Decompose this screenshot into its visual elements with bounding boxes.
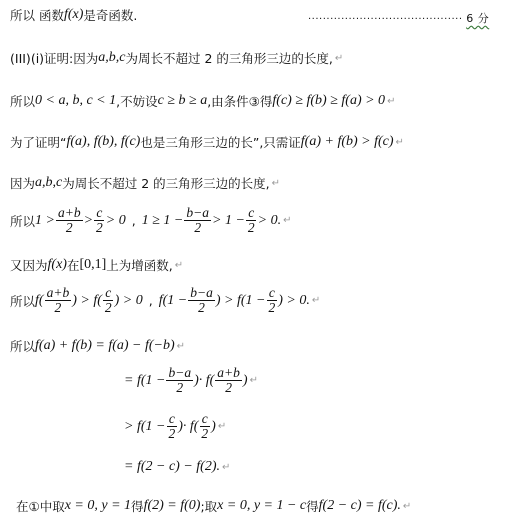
math: f(a), f(b), f(c) [66, 134, 141, 149]
math: ) [211, 418, 216, 434]
math: > f(1 − [124, 418, 166, 434]
text: 又因为 [10, 258, 48, 273]
math: [0,1] [79, 257, 107, 272]
fraction: $\frac{c}{2}$ [168, 411, 176, 442]
text: 因为 [10, 176, 36, 191]
math: x = 0, y = 1 [64, 498, 132, 513]
math: c ≥ b ≥ a [157, 93, 208, 108]
math: a,b,c [98, 50, 126, 65]
text: 在 [66, 258, 80, 273]
return-mark-icon: ↵ [271, 177, 280, 189]
text: 在①中取 [16, 499, 65, 514]
math: f(x) [63, 7, 84, 22]
fraction: $\frac{c}{2}$ [247, 205, 255, 236]
fraction: $\frac{c}{2}$ [96, 205, 103, 236]
math: ) > f(1 − [215, 292, 266, 308]
line-4 [10, 133, 404, 151]
math: f(1 − [158, 292, 188, 308]
separator: , [148, 293, 153, 309]
text: 上为增函数, [106, 258, 173, 273]
line-5 [10, 174, 280, 192]
math: ) [242, 372, 248, 388]
text: 得 [131, 499, 144, 514]
math: f(c) ≥ f(b) ≥ f(a) > 0 [272, 93, 386, 108]
text: 是奇函数. [83, 8, 138, 23]
math: f(a) + f(b) > f(c) [300, 134, 394, 149]
text: 所以 [10, 94, 36, 109]
text: 也是三角形三边的长”,只需证 [140, 135, 301, 150]
text: ,不妨设 [116, 94, 158, 109]
math: > 0. [257, 212, 282, 228]
return-mark-icon: ↵ [249, 375, 258, 387]
line-2 [10, 49, 343, 67]
math: ) > 0 [114, 292, 143, 308]
return-mark-icon: ↵ [221, 461, 231, 473]
fraction: $\frac{a+b}{2}$ [57, 205, 81, 236]
line-11 [124, 412, 226, 441]
text: 所以 [10, 339, 36, 354]
math: > 0 [105, 212, 126, 228]
fraction: $\frac{c}{2}$ [104, 285, 112, 316]
text: 所以 [10, 213, 36, 229]
line-3 [10, 92, 395, 110]
line-13 [16, 497, 411, 515]
math: f( [35, 292, 44, 308]
return-mark-icon: ↵ [217, 421, 227, 433]
math: 0 < a, b, c < 1 [35, 93, 117, 108]
text: 所以 函数 [10, 8, 64, 23]
fraction: $\frac{b-a}{2}$ [186, 205, 209, 236]
score-leader [308, 10, 489, 26]
fraction: $\frac{c}{2}$ [268, 285, 276, 316]
return-mark-icon: ↵ [387, 95, 396, 107]
line-9 [10, 337, 185, 355]
return-mark-icon: ↵ [311, 295, 321, 307]
math: > [83, 212, 94, 228]
text: 为了证明“ [10, 135, 67, 150]
fraction: $\frac{a+b}{2}$ [46, 285, 70, 316]
text: ,由条件③得 [207, 94, 273, 109]
return-mark-icon: ↵ [176, 340, 186, 352]
fraction: $\frac{a+b}{2}$ [217, 365, 240, 396]
return-mark-icon: ↵ [334, 52, 344, 64]
text: 为周长不超过 2 的三角形三边的长度, [125, 51, 333, 66]
fraction: $\frac{b-a}{2}$ [168, 365, 192, 396]
math: )· f( [178, 418, 199, 434]
dot-leader: ·········································· [308, 14, 463, 25]
fraction: $\frac{c}{2}$ [201, 411, 209, 442]
return-mark-icon: ↵ [395, 136, 404, 148]
math: f(a) + f(b) = f(a) − f(−b) [35, 338, 175, 353]
math: f(2) = f(0) [143, 498, 201, 513]
line-6 [10, 206, 292, 235]
math: = f(1 − [124, 372, 166, 388]
math: ) > f( [72, 292, 102, 308]
return-mark-icon: ↵ [174, 259, 184, 271]
text: 为周长不超过 2 的三角形三边的长度, [62, 176, 270, 191]
fraction: $\frac{b-a}{2}$ [190, 285, 213, 316]
line-12 [124, 459, 230, 475]
math: = f(2 − c) − f(2). [124, 459, 220, 474]
score: 6 分 [466, 12, 490, 25]
math: ) > 0. [278, 292, 310, 308]
math: > 1 − [212, 212, 245, 228]
return-mark-icon: ↵ [283, 215, 292, 227]
math: )· f( [194, 372, 215, 388]
line-7 [10, 256, 183, 274]
return-mark-icon: ↵ [402, 500, 412, 512]
text: 所以 [10, 293, 36, 309]
math: f(x) [47, 257, 67, 272]
text: ;取 [200, 499, 218, 514]
separator: , [131, 213, 136, 229]
line-8 [10, 286, 320, 315]
text: (III)(ⅰ)证明:因为 [10, 51, 99, 66]
math: f(2 − c) = f(c). [318, 498, 401, 513]
line-10 [124, 366, 258, 395]
math: 1 ≥ 1 − [141, 212, 184, 228]
math: 1 > [35, 212, 55, 228]
math: a,b,c [35, 175, 63, 190]
math: x = 0, y = 1 − c [217, 498, 307, 513]
line-1 [10, 6, 137, 24]
text: 得 [306, 499, 319, 514]
